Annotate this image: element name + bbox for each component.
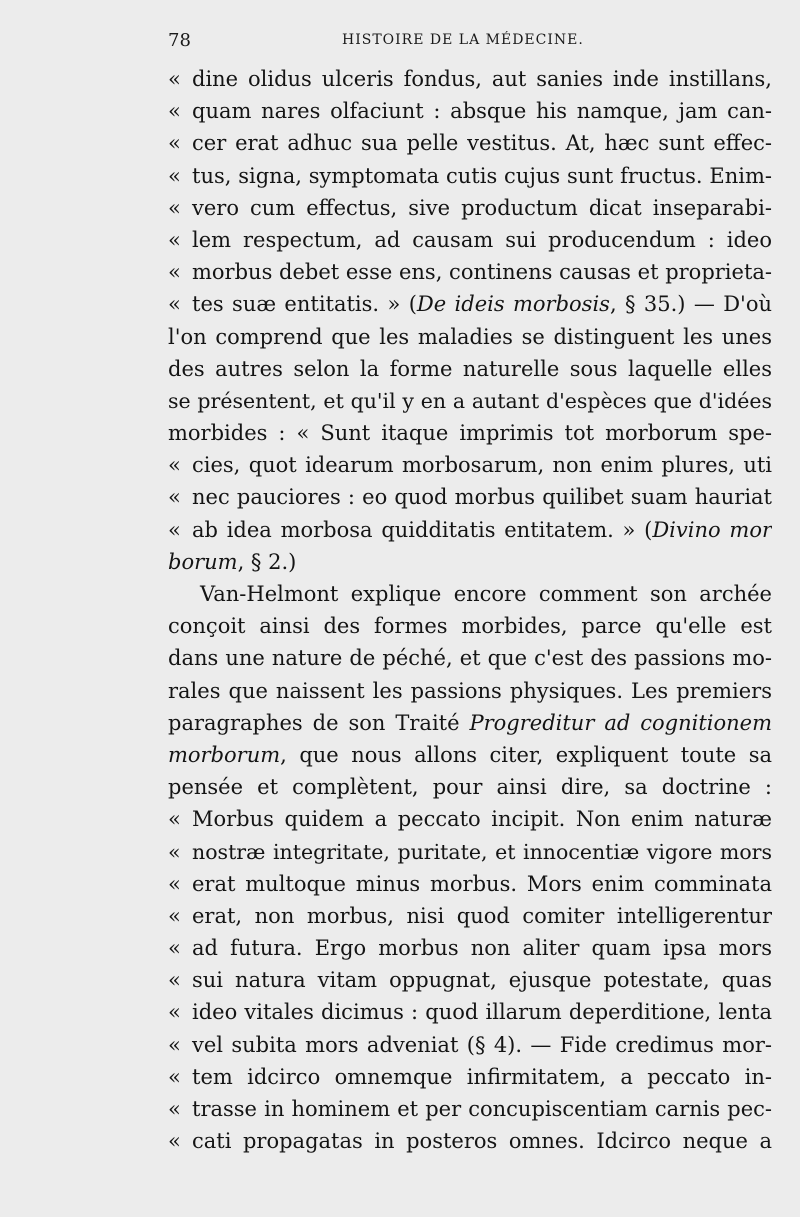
line-text: erat, non morbus, nisi quod comiter intelligerentur xyxy=(192,903,772,928)
line-text: dans une nature de péché, et que c'est des passions mo- xyxy=(168,646,772,671)
text-line xyxy=(168,353,772,385)
line-text: cer erat adhuc sua pelle vestitus. At, hæc sunt effec- xyxy=(192,131,772,156)
quote-mark: « xyxy=(168,227,181,252)
text-line xyxy=(168,1061,772,1093)
quote-mark: « xyxy=(168,485,181,510)
italic-title: morborum xyxy=(168,742,281,767)
quote-mark: « xyxy=(168,807,181,832)
line-text: cati propagatas in posteros omnes. Idcirco neque a xyxy=(192,1129,772,1154)
line-text: morbus debet esse ens, continens causas et proprieta- xyxy=(192,260,772,285)
line-text: morbides : « Sunt itaque imprimis tot morborum spe- xyxy=(168,421,772,446)
line-text: trasse in hominem et per concupiscentiam carnis pec- xyxy=(192,1097,772,1121)
running-title: HISTOIRE DE LA MÉDECINE. xyxy=(342,32,584,48)
line-text: Van-Helmont explique encore comment son archée xyxy=(200,582,772,606)
page-number: 78 xyxy=(168,30,191,51)
quote-mark: « xyxy=(168,871,181,896)
quote-mark: « xyxy=(168,99,181,124)
quote-mark: « xyxy=(168,1129,181,1154)
line-text: nostræ integritate, puritate, et innocentiæ vigore mors xyxy=(192,839,772,864)
text-line xyxy=(168,321,772,353)
text-line xyxy=(168,932,772,964)
text-line xyxy=(168,1029,772,1061)
text-line xyxy=(168,836,772,868)
line-text: paragraphes de son Traité xyxy=(168,710,470,735)
text-line xyxy=(168,546,772,578)
text-line xyxy=(168,514,772,546)
text-line xyxy=(168,578,772,610)
quote-mark: « xyxy=(168,1000,181,1025)
line-text-after: , § 2.) xyxy=(237,549,297,574)
italic-title: borum xyxy=(168,549,238,574)
text-line xyxy=(168,642,772,674)
line-text: lem respectum, ad causam sui producendum : ideo xyxy=(192,227,772,252)
text-line xyxy=(168,707,772,739)
text-line xyxy=(168,610,772,642)
line-text: rales que naissent les passions physiques. Les premiers xyxy=(168,678,772,703)
line-text: l'on comprend que les maladies se distinguent les unes xyxy=(168,324,772,349)
quote-mark: « xyxy=(168,839,181,864)
italic-title: Progreditur ad cognitionem xyxy=(469,710,772,735)
line-text: tes suæ entitatis. » ( xyxy=(192,292,417,317)
line-text: ideo vitales dicimus : quod illarum deperditione, lenta xyxy=(192,1000,772,1025)
text-line xyxy=(168,739,772,771)
page-header xyxy=(168,30,768,58)
line-text: conçoit ainsi des formes morbides, parce qu'elle est xyxy=(168,614,772,639)
line-text: dine olidus ulceris fondus, aut sanies inde instillans, xyxy=(192,67,772,91)
line-text: ab idea morbosa quidditatis entitatem. » ( xyxy=(192,517,653,542)
line-text: des autres selon la forme naturelle sous laquelle elles xyxy=(168,356,772,381)
line-text: vel subita mors adveniat (§ 4). — Fide credimus mor- xyxy=(192,1032,772,1057)
quote-mark: « xyxy=(168,1032,181,1057)
text-line xyxy=(168,192,772,224)
text-line xyxy=(168,224,772,256)
text-line xyxy=(168,417,772,449)
line-text: tem idcirco omnemque infirmitatem, a peccato in- xyxy=(192,1064,772,1089)
quote-mark: « xyxy=(168,968,181,993)
line-text: vero cum effectus, sive productum dicat inseparabi- xyxy=(192,195,772,220)
text-line xyxy=(168,1125,772,1157)
text-line xyxy=(168,288,772,320)
text-line xyxy=(168,256,772,288)
quote-mark: « xyxy=(168,292,181,317)
quote-mark: « xyxy=(168,260,181,285)
text-line xyxy=(168,675,772,707)
line-text: tus, signa, symptomata cutis cujus sunt fructus. Enim- xyxy=(192,163,772,188)
text-line xyxy=(168,964,772,996)
line-text: Morbus quidem a peccato incipit. Non enim naturæ xyxy=(192,807,772,832)
text-line xyxy=(168,996,772,1028)
quote-mark: « xyxy=(168,517,181,542)
quote-mark: « xyxy=(168,163,181,188)
quote-mark: « xyxy=(168,903,181,928)
text-line xyxy=(168,481,772,513)
quote-mark: « xyxy=(168,67,181,91)
text-line xyxy=(168,449,772,481)
line-text: pensée et complètent, pour ainsi dire, sa doctrine : xyxy=(168,775,772,800)
quote-mark: « xyxy=(168,453,181,478)
quote-mark: « xyxy=(168,195,181,220)
text-line xyxy=(168,385,772,417)
line-text: erat multoque minus morbus. Mors enim comminata xyxy=(192,871,772,896)
text-line xyxy=(168,95,772,127)
line-text: nec pauciores : eo quod morbus quilibet suam hauriat xyxy=(192,485,772,510)
quote-mark: « xyxy=(168,936,181,961)
quote-mark: « xyxy=(168,131,181,156)
body-text xyxy=(168,63,772,1157)
italic-title: De ideis morbosis xyxy=(416,292,610,317)
italic-title: Divino mor xyxy=(652,517,772,542)
text-line xyxy=(168,771,772,803)
text-line xyxy=(168,63,772,95)
text-line xyxy=(168,1093,772,1125)
line-text-after: , que nous allons citer, expliquent toute sa xyxy=(280,742,772,767)
text-line xyxy=(168,803,772,835)
line-text: cies, quot idearum morbosarum, non enim plures, uti xyxy=(192,453,772,478)
line-text: quam nares olfaciunt : absque his namque, jam can- xyxy=(192,99,772,124)
quote-mark: « xyxy=(168,1064,181,1089)
text-line xyxy=(168,900,772,932)
line-text: ad futura. Ergo morbus non aliter quam ipsa mors xyxy=(192,936,772,961)
line-text-after: , § 35.) — D'où xyxy=(609,292,772,317)
line-text: sui natura vitam oppugnat, ejusque potestate, quas xyxy=(192,968,772,993)
text-line xyxy=(168,160,772,192)
line-text: se présentent, et qu'il y en a autant d'espèces que d'idées xyxy=(168,388,772,413)
text-line xyxy=(168,127,772,159)
text-line xyxy=(168,868,772,900)
quote-mark: « xyxy=(168,1097,181,1121)
